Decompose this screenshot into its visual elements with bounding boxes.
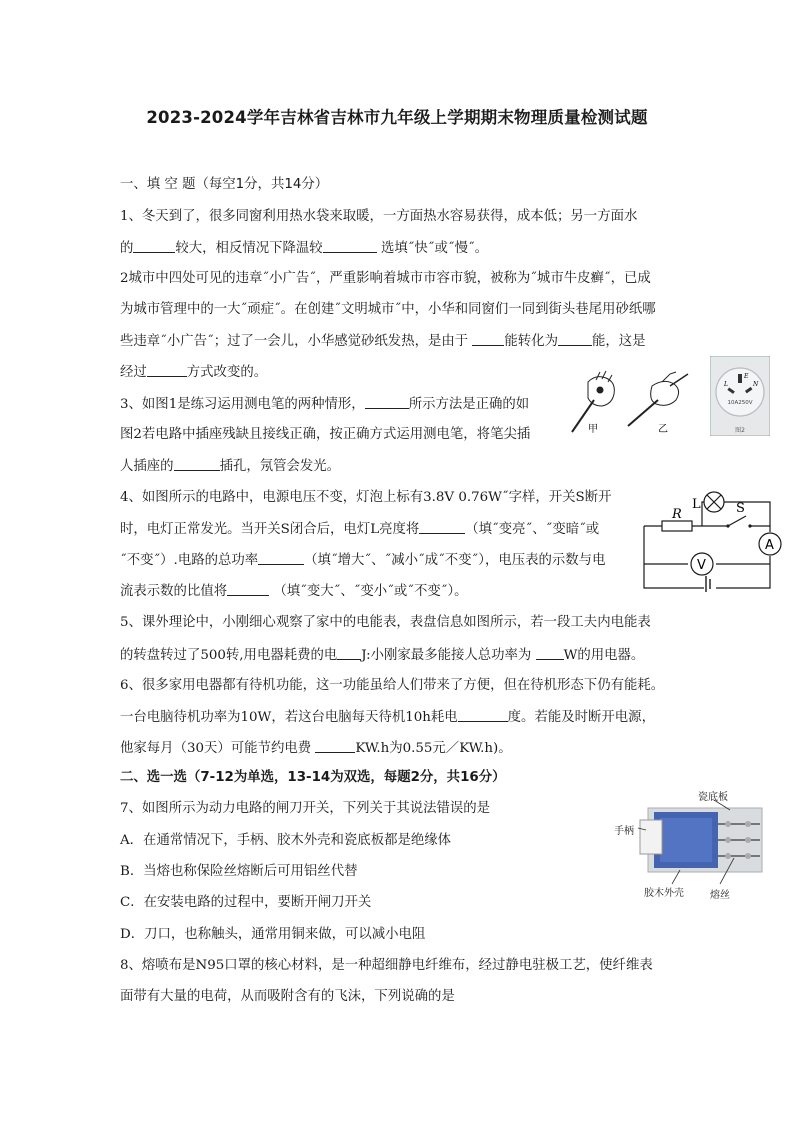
q2-line-4: 经过 方式改变的。 <box>120 365 268 380</box>
q1-blank-2[interactable] <box>323 239 377 253</box>
q4-blank-2[interactable] <box>258 551 304 565</box>
q6-blank-2[interactable] <box>315 739 355 753</box>
q2-blank-2[interactable] <box>558 332 592 346</box>
q7-stem: 7、如图所示为动力电路的闸刀开关，下列关于其说法错误的是 <box>120 801 491 816</box>
q4-line-1: 4、如图所示的电路中，电源电压不变，灯泡上标有3.8V 0.76W˝字样，开关S断开 <box>120 490 612 505</box>
knife-switch-figure <box>610 786 780 901</box>
ammeter-label: A <box>765 538 774 553</box>
section-2-heading: 二、选一选（7-12为单选，13-14为双选，每题2分，共16分） <box>120 770 506 785</box>
q6-line-1: 6、很多家用电器都有待机功能，这一功能虽给人们带来了方便，但在待机形态下仍有能耗。 <box>120 678 665 693</box>
resistor-label: R <box>672 507 682 522</box>
q3-blank-2[interactable] <box>174 457 220 471</box>
q8-line-2: 面带有大量的电荷，从而吸附含有的飞沫，下列说确的是 <box>120 989 455 1004</box>
hand-yi-icon <box>628 372 688 426</box>
socket-label-l: L <box>724 381 728 388</box>
socket-slot-e-icon <box>738 374 742 383</box>
resistor-icon <box>662 521 692 531</box>
q3-line-2: 图2若电路中插座残缺且接线正确，按正确方式运用测电笔，将笔尖插 <box>120 427 531 442</box>
q1-blank-1[interactable] <box>133 239 175 253</box>
q3-blank-1[interactable] <box>365 395 409 409</box>
circuit-diagram <box>640 488 784 592</box>
section-1-heading: 一、填 空 题（每空1分，共14分） <box>120 177 329 192</box>
q7-option-d[interactable]: D．刀口，也称触头，通常用铜来做，可以减小电阻 <box>120 927 426 942</box>
battery-icon <box>706 576 710 592</box>
q7-option-b[interactable]: B．当熔也称保险丝熔断后可用铝丝代替 <box>120 864 358 879</box>
socket-figure <box>710 356 770 436</box>
socket-rating: 10A250V <box>727 400 753 406</box>
q5-blank-2[interactable] <box>536 646 564 660</box>
q2-line-2: 为城市管理中的一大˝顽症˝。在创建˝文明城市˝中，小华和同窗们一同到街头巷尾用砂纸哪 <box>120 302 656 317</box>
handle-icon <box>640 820 662 854</box>
switch-icon <box>728 516 746 526</box>
q6-line-3: 他家每月（30天）可能节约电费 KW.h为0.55元／KW.h)。 <box>120 741 512 756</box>
q7-option-a[interactable]: A．在通常情况下，手柄、胶木外壳和瓷底板都是绝缘体 <box>120 833 452 848</box>
fig-label-jia: 甲 <box>588 424 598 435</box>
label-fuse: 熔丝 <box>710 890 730 901</box>
q4-line-3: ˝不变˝）.电路的总功率 （填˝增大˝、˝减小˝成˝不变˝），电压表的示数与电 <box>120 553 606 568</box>
q4-blank-3[interactable] <box>227 582 269 596</box>
q8-line-1: 8、熔喷布是N95口罩的核心材料，是一种超细静电纤维布，经过静电驻极工艺，使纤维表 <box>120 958 653 973</box>
label-bakelite-shell: 胶木外壳 <box>644 888 684 899</box>
q4-line-2: 时，电灯正常发光。当开关S闭合后，电灯L亮度将 （填˝变亮˝、˝变暗˝或 <box>120 522 600 537</box>
switch-label: S <box>736 501 745 516</box>
q2-blank-1[interactable] <box>472 332 504 346</box>
q5-line-1: 5、课外理论中，小刚细心观察了家中的电能表，表盘信息如图所示，若一段工夫内电能表 <box>120 615 651 630</box>
q1-line-2: 的 较大，相反情况下降温较 选填˝快˝或˝慢˝。 <box>120 241 489 256</box>
q1-line-1: 1、冬天到了，很多同窗利用热水袋来取暖，一方面热水容易获得，成本低；另一方面水 <box>120 209 638 224</box>
label-handle: 手柄 <box>614 826 634 837</box>
fig2-label: 图2 <box>735 427 745 434</box>
lamp-label: L <box>692 497 701 512</box>
page-title: 2023-2024学年吉林省吉林市九年级上学期期末物理质量检测试题 <box>146 108 648 127</box>
q6-blank-1[interactable] <box>458 708 508 722</box>
hand-jia-icon <box>572 371 614 432</box>
voltmeter-label: V <box>697 558 706 573</box>
q3-line-1: 3、如图1是练习运用测电笔的两种情形， 所示方法是正确的如 <box>120 397 530 412</box>
q7-option-c[interactable]: C．在安装电路的过程中，要断开闸刀开关 <box>120 895 372 910</box>
q5-blank-1[interactable] <box>337 646 361 660</box>
label-porcelain-base: 瓷底板 <box>698 792 728 803</box>
socket-label-n: N <box>753 381 759 388</box>
q2-line-3: 些违章˝小广告˝；过了一会儿，小华感觉砂纸发热，是由于 能转化为 能，这是 <box>120 334 646 349</box>
q6-line-2: 一台电脑待机功率为10W，若这台电脑每天待机10h耗电 度。若能及时断开电源， <box>120 710 655 725</box>
q3-line-3: 人插座的 插孔，氖管会发光。 <box>120 459 341 474</box>
fig-label-yi: 乙 <box>658 424 668 435</box>
q5-line-2: 的转盘转过了500转,用电器耗费的电 J:小刚家最多能接人总功率为 W的用电器。 <box>120 648 645 663</box>
socket-label-e: E <box>744 373 749 380</box>
q4-blank-1[interactable] <box>419 520 465 534</box>
test-pen-figure <box>566 360 704 438</box>
q2-blank-3[interactable] <box>147 363 187 377</box>
q2-line-1: 2城市中四处可见的违章˝小广告˝，严重影响着城市市容市貌，被称为˝城市牛皮癣˝，已成 <box>120 271 651 286</box>
q4-line-4: 流表示数的比值将 （填˝变大˝、˝变小˝或˝不变˝）。 <box>120 584 468 599</box>
